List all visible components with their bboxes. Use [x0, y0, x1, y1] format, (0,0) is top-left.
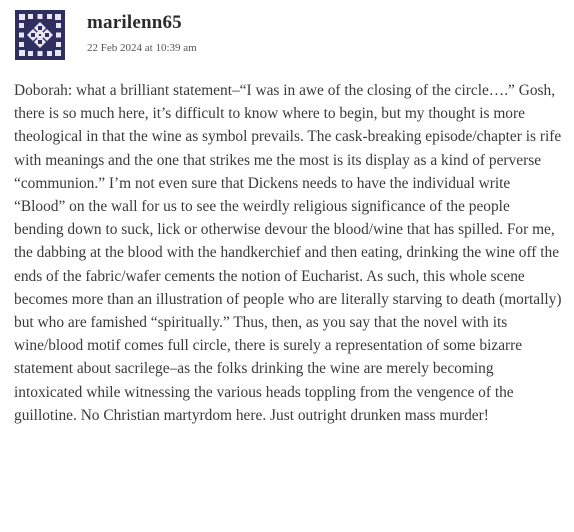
comment-timestamp-link[interactable]: 22 Feb 2024 at 10:39 am [87, 42, 197, 54]
comment-body [14, 79, 562, 427]
comment-paragraph: Doborah: what a brilliant statement–“I was in awe of the closing of the circle….” Gosh, there is so much here, it’s difficult to know where to begin, but my thought is more theological in that the wine as symbol prevails. The cask-breaking episode/chapter is rife with meanings and the one that strikes me the most is its display as a kind of perverse “communion.” I’m not even sure that Dickens needs to have the individual write [14, 82, 562, 192]
avatar[interactable] [15, 10, 65, 60]
comment-paragraph: “Blood” on the wall for us to see the weirdly religious significance of the people bending down to suck, lick or otherwise devour the blood/wine that has spilled. For me, the dabbing at the blood with the handkerchief and then eating, drinking the wine off the ends of the fabric/wafer cements the notion of Eucharist. As such, this whole scene becomes more than an illustration of people who are literally starving to death (mortally) but who are famished “spiritually.” Thus, then, as you say that the novel with its wine/blood motif comes full circle, there is surely a representation of some bizarre statement about sacrilege–as the folks drinking the wine are merely becoming intoxicated while witnessing the various heads toppling from the vengence of the guillotine. No Christian martyrdom here. Just outright drunken mass murder! [14, 198, 562, 424]
author-name-link[interactable]: marilenn65 [87, 12, 182, 33]
identicon-avatar-icon [15, 10, 65, 60]
comment-header [15, 10, 555, 62]
